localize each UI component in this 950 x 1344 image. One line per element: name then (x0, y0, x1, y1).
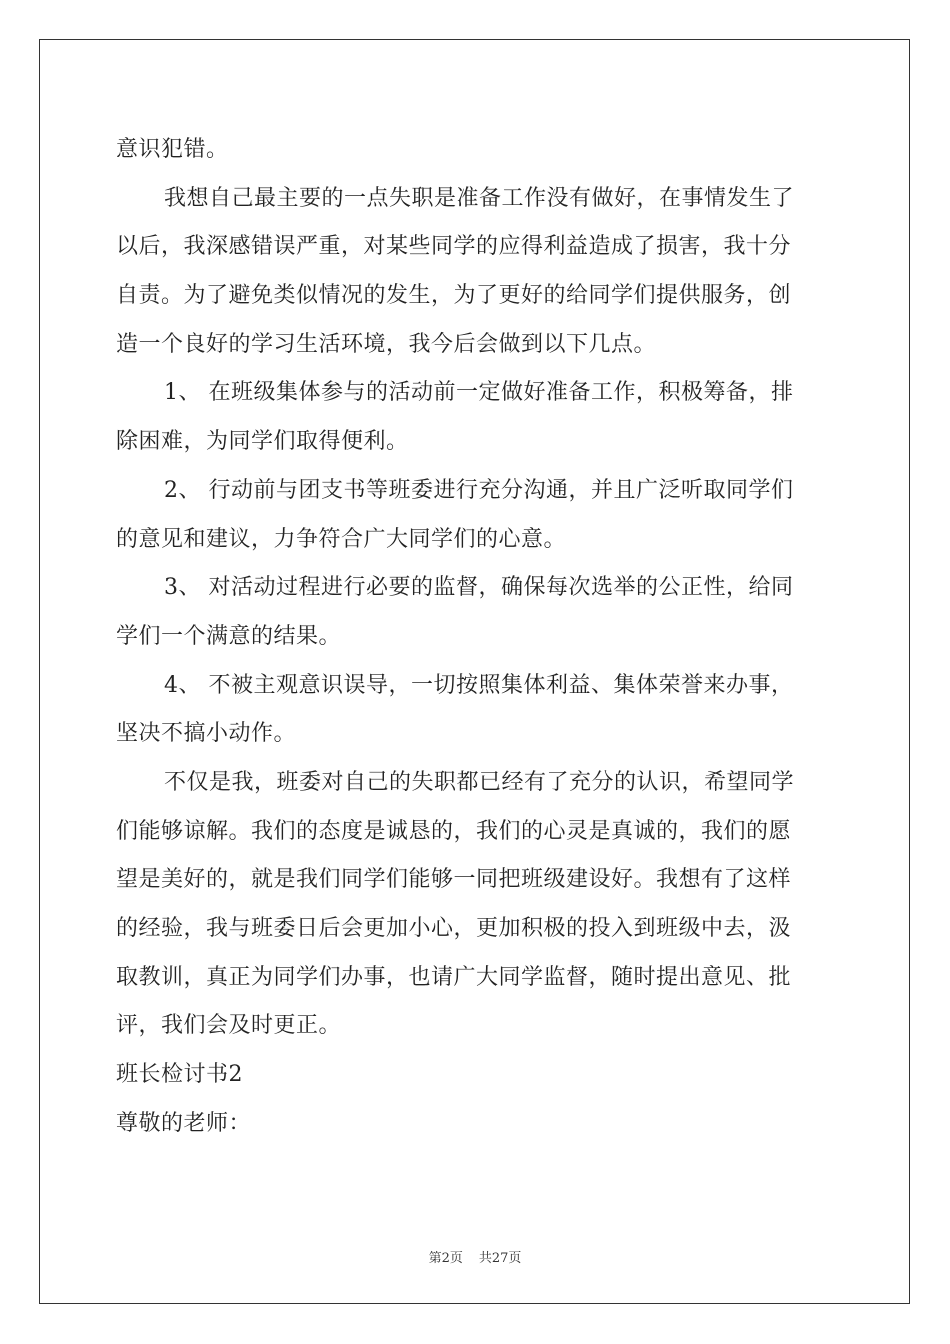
text-line: 取教训，真正为同学们办事，也请广大同学监督，随时提出意见、批 (116, 964, 792, 990)
text-line: 评，我们会及时更正。 (116, 1013, 342, 1039)
page-footer (0, 1247, 950, 1266)
text-line: 1、 在班级集体参与的活动前一定做好准备工作，积极筹备，排 (164, 380, 794, 406)
text-line: 望是美好的，就是我们同学们能够一同把班级建设好。我想有了这样 (116, 867, 792, 893)
text-line: 3、 对活动过程进行必要的监督，确保每次选举的公正性，给同 (164, 575, 794, 601)
text-line: 自责。为了避免类似情况的发生，为了更好的给同学们提供服务，创 (116, 283, 792, 309)
current-page-number: 第2页 (428, 1251, 463, 1266)
text-line: 除困难，为同学们取得便利。 (116, 429, 409, 455)
text-line: 不仅是我，班委对自己的失职都已经有了充分的认识，希望同学 (164, 769, 795, 795)
text-line: 学们一个满意的结果。 (116, 623, 342, 649)
text-line: 坚决不搞小动作。 (116, 721, 297, 747)
text-line: 以后，我深感错误严重，对某些同学的应得利益造成了损害，我十分 (116, 234, 792, 260)
total-pages: 共27页 (478, 1251, 522, 1266)
text-line: 我想自己最主要的一点失职是准备工作没有做好，在事情发生了 (164, 185, 795, 211)
text-line: 尊敬的老师： (116, 1110, 252, 1136)
text-line: 4、 不被主观意识误导，一切按照集体利益、集体荣誉来办事， (164, 672, 794, 698)
text-line: 意识犯错。 (116, 137, 229, 162)
text-line: 2、 行动前与团支书等班委进行充分沟通，并且广泛听取同学们 (164, 477, 794, 503)
text-line: 们能够谅解。我们的态度是诚恳的，我们的心灵是真诚的，我们的愿 (116, 818, 792, 844)
text-line: 的意见和建议，力争符合广大同学们的心意。 (116, 526, 567, 552)
document-body (116, 126, 836, 1148)
text-line: 的经验，我与班委日后会更加小心，更加积极的投入到班级中去，汲 (116, 916, 792, 941)
text-line: 造一个良好的学习生活环境，我今后会做到以下几点。 (116, 331, 657, 357)
text-line: 班长检讨书2 (116, 1062, 243, 1088)
